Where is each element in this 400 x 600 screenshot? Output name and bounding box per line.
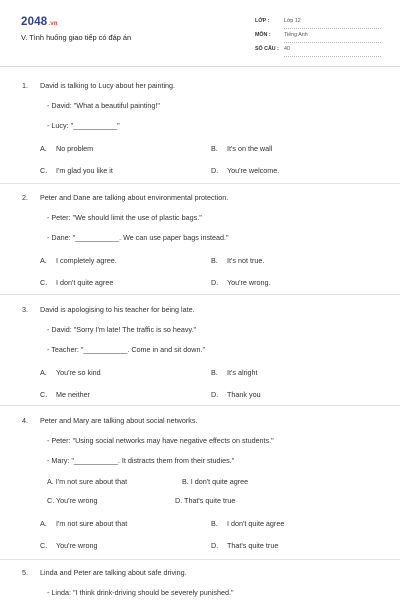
option-text: It's alright (227, 368, 258, 377)
option-text: That's quite true (227, 541, 279, 550)
meta-underline (284, 56, 381, 57)
option-b[interactable] (211, 256, 264, 265)
dialogue-line: - Peter: "We should limit the use of plastic bags." (47, 213, 202, 222)
option-letter: C. (40, 278, 48, 287)
option-b[interactable] (211, 368, 258, 377)
dialogue-line: - Mary: "___________. It distracts them from their studies." (47, 456, 235, 465)
option-letter: A. (40, 519, 47, 528)
option-text: It's on the wall (227, 144, 273, 153)
option-d[interactable] (211, 541, 278, 550)
dialogue-line: - Peter: "Using social networks may have negative effects on students." (47, 436, 274, 445)
meta-value: 40 (284, 46, 290, 52)
option-text: I'm not sure about that (56, 519, 128, 528)
site-logo[interactable] (21, 16, 58, 28)
option-letter: B. (211, 519, 218, 528)
option-text: I don't quite agree (56, 278, 114, 287)
option-text: You're wrong (56, 541, 98, 550)
inline-option-b: B. I don't quite agree (182, 477, 249, 486)
option-text: It's not true. (227, 256, 265, 265)
question-text: David is talking to Lucy about her painting. (40, 81, 176, 90)
meta-underline (284, 42, 381, 43)
question-text: David is apologising to his teacher for being late. (40, 305, 195, 314)
dialogue-line: - David: "Sorry I'm late! The traffic is so heavy." (47, 325, 197, 334)
option-letter: C. (40, 541, 48, 550)
option-c[interactable] (40, 390, 90, 399)
option-letter: C. (40, 166, 48, 175)
option-letter: D. (211, 278, 219, 287)
option-a[interactable] (40, 144, 93, 153)
meta-underline (284, 28, 381, 29)
option-letter: D. (211, 390, 219, 399)
question-number: 4. (22, 416, 28, 425)
question-separator (0, 183, 400, 184)
option-text: I completely agree. (56, 256, 117, 265)
option-letter: B. (211, 368, 218, 377)
question-number: 2. (22, 193, 28, 202)
dialogue-line: - Teacher: "___________. Come in and sit down." (47, 345, 206, 354)
option-letter: A. (40, 144, 47, 153)
inline-option-d: D. That's quite true (175, 496, 236, 505)
option-c[interactable] (40, 166, 113, 175)
question-text: Peter and Dane are talking about environmental protection. (40, 193, 229, 202)
option-d[interactable] (211, 278, 270, 287)
option-letter: A. (40, 368, 47, 377)
option-a[interactable] (40, 368, 101, 377)
question-number: 5. (22, 568, 28, 577)
meta-label: LỚP : (255, 18, 270, 24)
question-number: 1. (22, 81, 28, 90)
section-title: V. Tình huống giao tiếp có đáp án (21, 33, 132, 42)
option-letter: B. (211, 144, 218, 153)
option-text: I'm glad you like it (56, 166, 113, 175)
option-text: Thank you (227, 390, 261, 399)
option-text: Me neither (56, 390, 90, 399)
question-text: Peter and Mary are talking about social networks. (40, 416, 198, 425)
option-text: You're welcome. (227, 166, 280, 175)
option-d[interactable] (211, 166, 279, 175)
page-header (0, 0, 400, 72)
inline-option-a: A. I'm not sure about that (47, 477, 128, 486)
meta-label: MÔN : (255, 32, 271, 38)
meta-value: Tiếng Anh (284, 32, 308, 38)
option-b[interactable] (211, 144, 272, 153)
question-separator (0, 405, 400, 406)
inline-option-c: C. You're wrong (47, 496, 98, 505)
option-b[interactable] (211, 519, 284, 528)
option-letter: C. (40, 390, 48, 399)
option-letter: A. (40, 256, 47, 265)
dialogue-line: - David: "What a beautiful painting!" (47, 101, 160, 110)
option-text: You're wrong. (227, 278, 271, 287)
header-divider (0, 66, 400, 67)
dialogue-line: - Linda: "I think drink-driving should be severely punished." (47, 588, 234, 597)
option-text: You're so kind (56, 368, 101, 377)
logo-text: 2048 (21, 16, 48, 28)
dialogue-line: - Dane: "___________. We can use paper bags instead." (47, 233, 229, 242)
option-text: No problem (56, 144, 94, 153)
option-text: I don't quite agree (227, 519, 285, 528)
meta-value: Lớp 12 (284, 18, 301, 24)
option-letter: D. (211, 166, 219, 175)
dialogue-line: - Lucy: "___________" (47, 121, 120, 130)
option-letter: B. (211, 256, 218, 265)
option-letter: D. (211, 541, 219, 550)
logo-suffix: .vn (48, 21, 58, 27)
option-c[interactable] (40, 541, 97, 550)
meta-label: SỐ CÂU : (255, 46, 279, 52)
question-number: 3. (22, 305, 28, 314)
question-separator (0, 294, 400, 295)
option-a[interactable] (40, 256, 117, 265)
option-c[interactable] (40, 278, 113, 287)
question-text: Linda and Peter are talking about safe driving. (40, 568, 187, 577)
option-d[interactable] (211, 390, 261, 399)
question-separator (0, 559, 400, 560)
option-a[interactable] (40, 519, 127, 528)
